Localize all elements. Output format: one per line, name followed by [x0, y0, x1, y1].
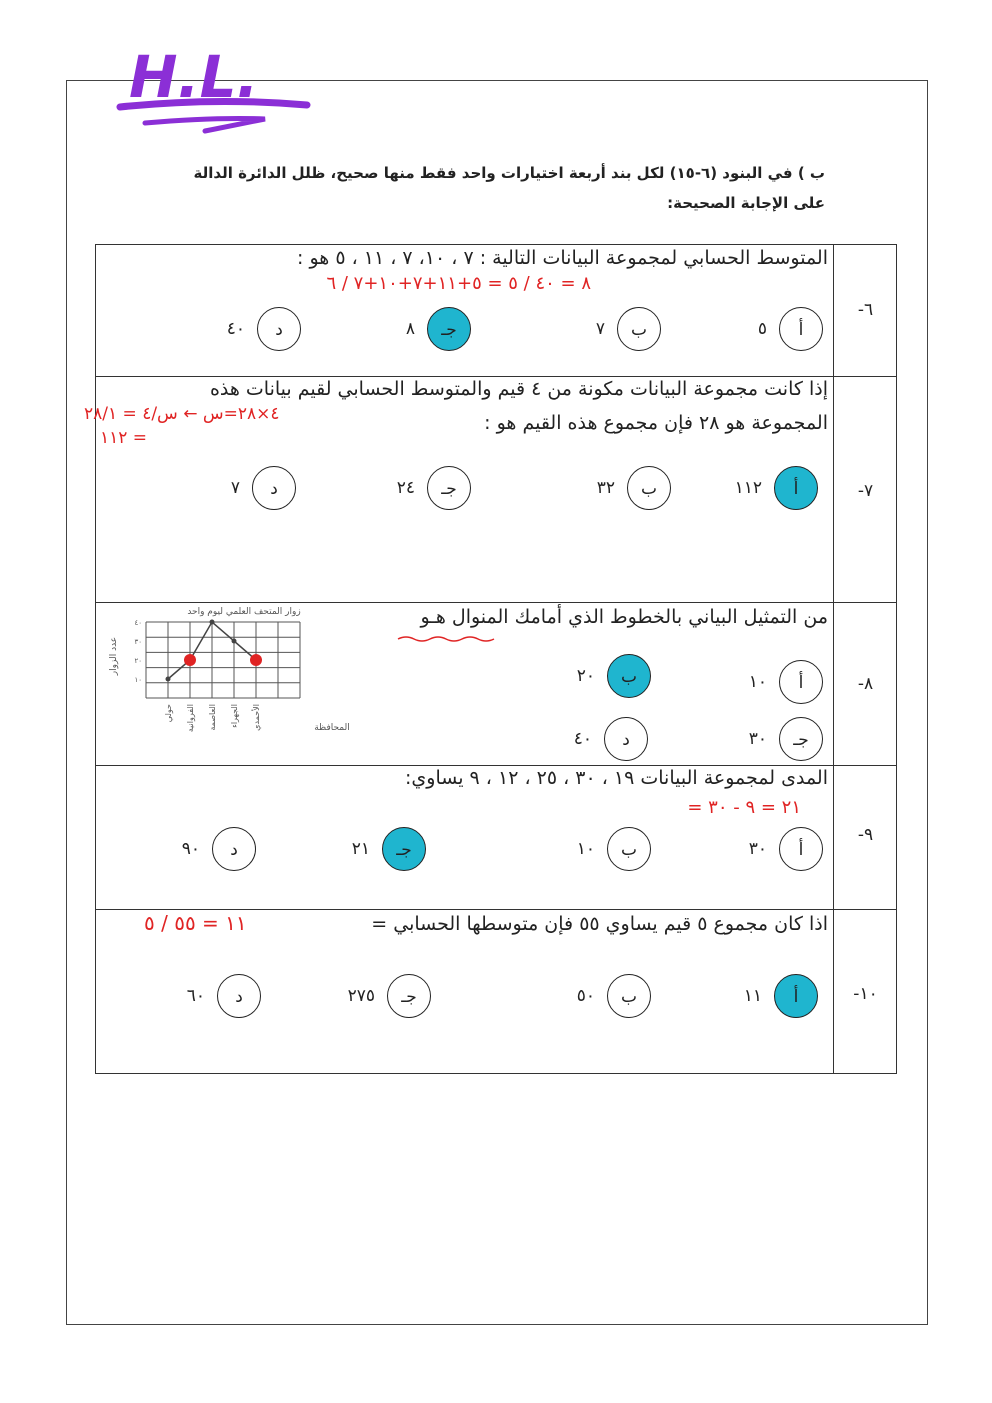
option-value: ٥٠ — [576, 986, 595, 1006]
question-9 — [96, 765, 896, 910]
option-value: ١٠ — [748, 672, 767, 692]
data-point-highlighted — [184, 654, 196, 666]
option-b[interactable] — [511, 974, 651, 1022]
number-cell — [833, 376, 897, 602]
option-value: ٢٧٥ — [347, 986, 375, 1006]
question-text: المتوسط الحسابي لمجموعة البيانات التالية : ٧ ، ١٠، ٧ ، ١١ ، ٥ هو : — [297, 247, 828, 269]
option-circle: د — [212, 827, 256, 871]
x-tick-label: حولي — [164, 704, 173, 723]
question-number: -٧ — [857, 481, 874, 501]
option-circle: ب — [627, 466, 671, 510]
option-value: ٥ — [757, 319, 767, 339]
number-cell — [833, 765, 897, 909]
option-circle: أ — [779, 827, 823, 871]
option-a[interactable] — [683, 660, 823, 708]
red-underline — [396, 635, 496, 643]
option-value: ٣٠ — [748, 839, 767, 859]
question-text-line-1: إذا كانت مجموعة البيانات مكونة من ٤ قيم والمتوسط الحسابي لقيم بيانات هذه — [209, 378, 828, 400]
option-circle: جـ — [779, 717, 823, 761]
option-circle: د — [257, 307, 301, 351]
option-circle: أ — [779, 307, 823, 351]
option-circle: ب — [617, 307, 661, 351]
number-cell — [833, 602, 897, 765]
question-8 — [96, 602, 896, 766]
handwritten-work: ٨ = ٤٠ / ٥ = ٥+١١+٧+١٠+٧ / ٦ — [326, 273, 591, 294]
initials-text: H.L. — [129, 43, 259, 111]
y-tick-label: ٣٠ — [134, 638, 142, 646]
option-value: ٧ — [595, 319, 605, 339]
option-value: ٣٢ — [596, 478, 615, 498]
option-circle: د — [252, 466, 296, 510]
question-text-line-2: المجموعة هو ٢٨ فإن مجموع هذه القيم هو : — [484, 412, 828, 434]
option-c[interactable] — [331, 466, 471, 514]
option-c[interactable] — [683, 717, 823, 765]
option-d[interactable] — [121, 974, 261, 1022]
option-a[interactable] — [678, 466, 818, 514]
option-value: ١٠ — [576, 839, 595, 859]
chart-title: زوار المتحف العلمي ليوم واحد — [187, 607, 301, 617]
option-d[interactable] — [161, 307, 301, 355]
handwritten-work-2: = ١١٢ — [100, 428, 148, 448]
questions-table — [84, 244, 897, 1074]
option-d[interactable] — [156, 466, 296, 514]
x-tick-label: الفروانية — [186, 704, 195, 733]
option-c[interactable] — [291, 974, 431, 1022]
chart-y-label: عدد الزوار — [109, 636, 119, 676]
y-tick-label: ١٠ — [134, 676, 142, 684]
data-point — [210, 620, 215, 625]
option-a[interactable] — [678, 974, 818, 1022]
number-cell — [833, 245, 897, 376]
instructions-line-1: ب ) في البنود (٦-١٥) لكل بند أربعة اختيارات واحد فقط منها صحيح، ظلل الدائرة الدالة — [193, 164, 825, 182]
instructions — [180, 158, 825, 218]
option-value: ٦٠ — [186, 986, 205, 1006]
handwritten-work: ١١ = ٥٥ / ٥ — [144, 911, 247, 935]
option-value: ٢١ — [351, 839, 370, 859]
handwritten-work: ٢١ = ٩ - ٣٠ = — [687, 797, 801, 818]
option-circle: د — [604, 717, 648, 761]
option-c[interactable] — [286, 827, 426, 875]
x-tick-label: الأحمدي — [252, 704, 261, 731]
question-10 — [96, 909, 896, 1073]
question-number: -٨ — [857, 674, 874, 694]
question-text: اذا كان مجموع ٥ قيم يساوي ٥٥ فإن متوسطها الحسابي = — [371, 913, 828, 935]
option-circle: أ — [779, 660, 823, 704]
instructions-line-2: على الإجابة الصحيحة: — [667, 194, 825, 212]
question-number: -٦ — [857, 300, 874, 320]
option-a[interactable] — [683, 307, 823, 355]
option-b[interactable] — [521, 307, 661, 355]
option-value: ٨ — [405, 319, 415, 339]
question-number: -٩ — [857, 825, 874, 845]
option-value: ٤٠ — [573, 729, 592, 749]
data-point — [232, 639, 237, 644]
handwritten-work-1: ٤×٢٨=س ← س/٤ = ٢٨/١ — [84, 404, 280, 424]
option-value: ٢٤ — [396, 478, 415, 498]
option-c[interactable] — [331, 307, 471, 355]
data-point-highlighted — [250, 654, 262, 666]
option-value: ٣٠ — [748, 729, 767, 749]
option-b[interactable] — [511, 827, 651, 875]
question-7 — [84, 376, 896, 603]
option-circle: ب — [607, 827, 651, 871]
option-d[interactable] — [116, 827, 256, 875]
y-tick-label: ٢٠ — [134, 657, 142, 665]
option-value: ٧ — [230, 478, 240, 498]
question-text: من التمثيل البياني بالخطوط الذي أمامك المنوال هـو — [420, 606, 828, 628]
question-text: المدى لمجموعة البيانات ١٩ ، ٣٠ ، ٢٥ ، ١٢ ، ٩ يساوي: — [405, 767, 828, 789]
option-circle-selected: أ — [774, 974, 818, 1018]
x-tick-label: العاصمة — [208, 704, 217, 731]
question-number: -١٠ — [853, 984, 878, 1004]
x-tick-label: الجهراء — [230, 704, 239, 728]
option-b[interactable] — [511, 654, 651, 702]
option-circle: جـ — [427, 466, 471, 510]
option-circle-selected: ب — [607, 654, 651, 698]
question-6 — [96, 245, 896, 377]
option-value: ١١٢ — [734, 478, 762, 498]
option-b[interactable] — [531, 466, 671, 514]
line-chart — [104, 604, 364, 762]
handwritten-initials — [115, 35, 325, 140]
option-d[interactable] — [508, 717, 648, 765]
chart-x-label: المحافظة — [314, 723, 350, 733]
option-circle: ب — [607, 974, 651, 1018]
option-value: ٤٠ — [226, 319, 245, 339]
option-circle-selected: أ — [774, 466, 818, 510]
option-value: ٢٠ — [576, 666, 595, 686]
option-value: ١١ — [743, 986, 762, 1006]
number-cell — [833, 909, 897, 1073]
option-circle: د — [217, 974, 261, 1018]
option-value: ٩٠ — [181, 839, 200, 859]
option-a[interactable] — [683, 827, 823, 875]
y-tick-label: ٤٠ — [134, 619, 142, 627]
option-circle-selected: جـ — [427, 307, 471, 351]
option-circle-selected: جـ — [382, 827, 426, 871]
data-point — [166, 677, 171, 682]
option-circle: جـ — [387, 974, 431, 1018]
